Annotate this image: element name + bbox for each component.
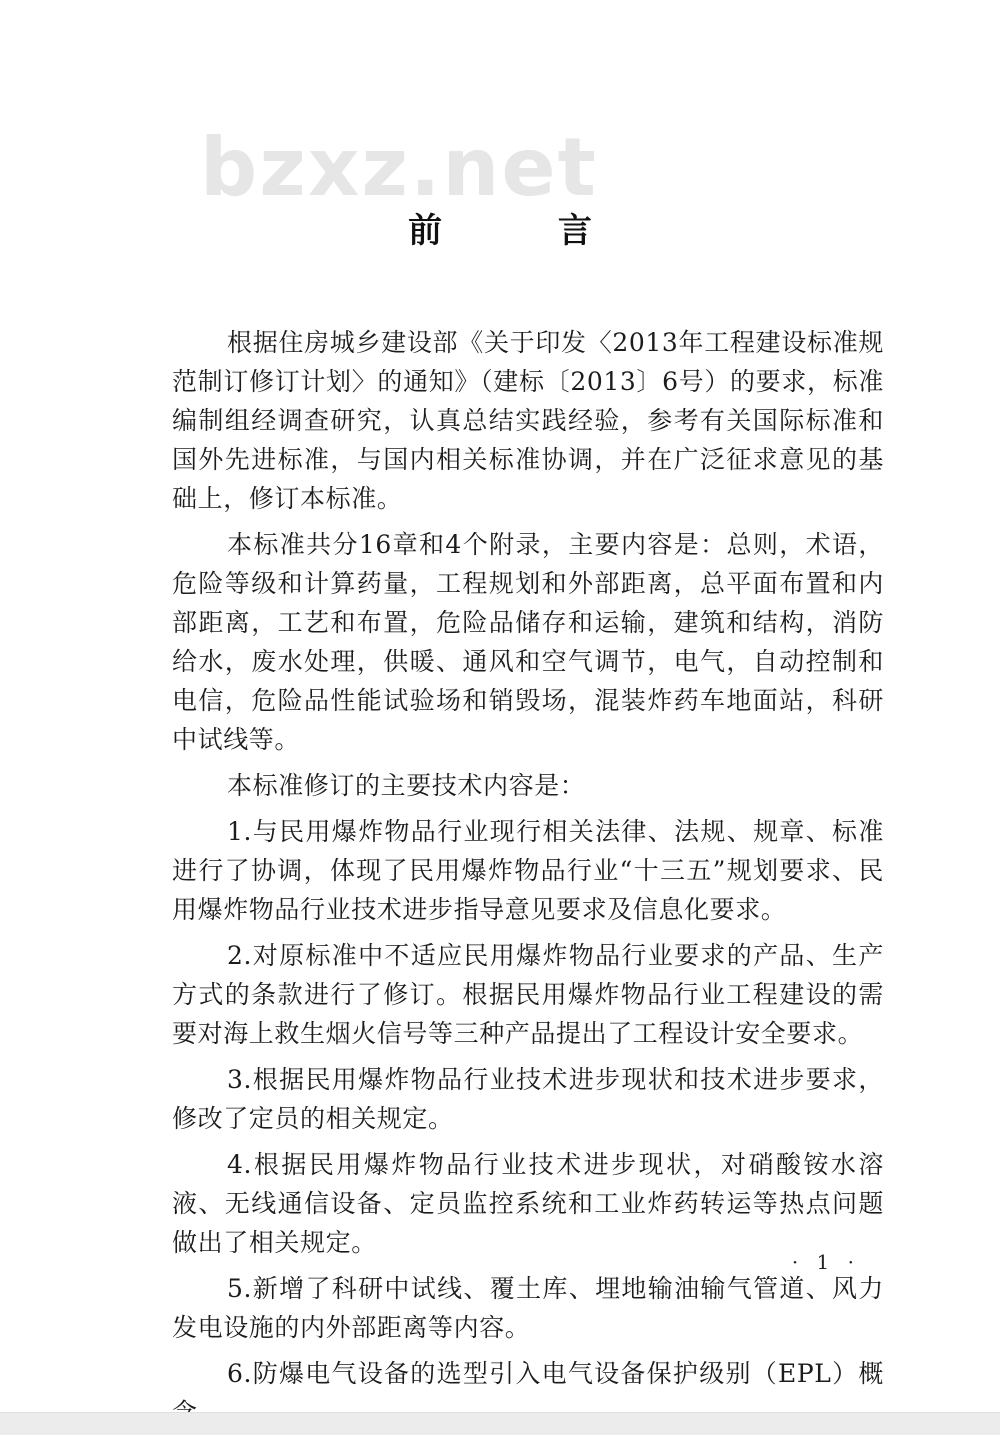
viewer-bottom-bar bbox=[0, 1412, 1000, 1435]
paragraph-revision-heading: 本标准修订的主要技术内容是： bbox=[227, 771, 586, 800]
watermark: bzxz.net bbox=[200, 121, 598, 214]
paragraph-item-6: 6.防爆电气设备的选型引入电气设备保护级别（EPL）概 bbox=[227, 1359, 884, 1388]
page-number: · 1 · bbox=[791, 1250, 860, 1274]
paragraph-item-5: 5.新增了科研中试线、覆土库、埋地输油输气管道、风力发电设施的内外部距离等内容。 bbox=[172, 1274, 884, 1342]
paragraph-contents: 本标准共分16章和4个附录，主要内容是：总则，术语，危险等级和计算药量，工程规划和外部距离，总平面布置和内部距离，工艺和布置，危险品储存和运输，建筑和结构，消防给水，废水处理，供暖、通风和空气调节，电气，自动控制和电信，危险品性能试验场和销毁场，混装炸药车地面站，科研中试线等。 bbox=[172, 530, 884, 754]
body-text bbox=[172, 323, 884, 1439]
paragraph-item-3: 3.根据民用爆炸物品行业技术进步现状和技术进步要求，修改了定员的相关规定。 bbox=[172, 1065, 884, 1133]
paragraph-item-2: 2.对原标准中不适应民用爆炸物品行业要求的产品、生产方式的条款进行了修订。根据民用爆炸物品行业工程建设的需要对海上救生烟火信号等三种产品提出了工程设计安全要求。 bbox=[172, 941, 884, 1048]
paragraph-intro: 根据住房城乡建设部《关于印发〈2013年工程建设标准规范制订修订计划〉的通知》（建标〔2013〕6号）的要求，标准编制组经调查研究，认真总结实践经验，参考有关国际标准和国外先进标准，与国内相关标准协调，并在广泛征求意见的基础上，修订本标准。 bbox=[172, 328, 884, 513]
page-title: 前 言 bbox=[408, 211, 644, 251]
paragraph-item-4: 4.根据民用爆炸物品行业技术进步现状，对硝酸铵水溶液、无线通信设备、定员监控系统和工业炸药转运等热点问题做出了相关规定。 bbox=[172, 1150, 884, 1257]
paragraph-item-1: 1.与民用爆炸物品行业现行相关法律、法规、规章、标准进行了协调，体现了民用爆炸物品行业“十三五”规划要求、民用爆炸物品行业技术进步指导意见要求及信息化要求。 bbox=[172, 817, 884, 924]
